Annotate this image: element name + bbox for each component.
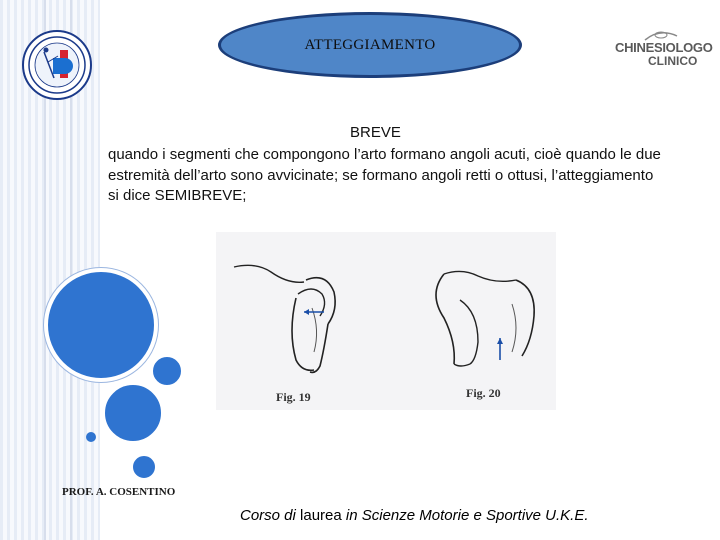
university-emblem-icon — [24, 32, 90, 98]
body-paragraph: quando i segmenti che compongono l’arto formano angoli acuti, cioè quando le due estremità dell’arto sono avvicinate; se formano angoli retti o ottusi, l’atteggiamento si dice SEMIBREVE; — [108, 146, 661, 204]
decorative-circle-medium — [102, 382, 164, 444]
title-banner — [218, 12, 522, 78]
decorative-circle-large — [44, 268, 158, 382]
university-logo — [22, 30, 92, 100]
brand-logo — [615, 30, 713, 74]
decorative-circle-tiny — [86, 432, 96, 442]
course-caption-part: Corso di — [240, 507, 301, 524]
section-heading: BREVE — [350, 124, 401, 141]
figure-caption-20: Fig. 20 — [466, 386, 501, 400]
course-caption-part: laurea — [300, 507, 342, 524]
figure-caption-19: Fig. 19 — [276, 390, 311, 404]
bent-limbs-illustration — [216, 232, 556, 410]
anatomy-figure — [216, 232, 556, 410]
brand-line2: CLINICO — [648, 54, 698, 68]
course-caption — [240, 507, 589, 524]
brand-line1: CHINESIOLOGO — [615, 40, 713, 55]
decorative-circle-small — [150, 354, 184, 388]
decorative-circle-small — [131, 454, 157, 480]
page-title: ATTEGGIAMENTO — [304, 36, 436, 53]
author-credit: PROF. A. COSENTINO — [62, 486, 176, 498]
course-caption-part: in Scienze Motorie e Sportive U.K.E. — [341, 507, 589, 524]
